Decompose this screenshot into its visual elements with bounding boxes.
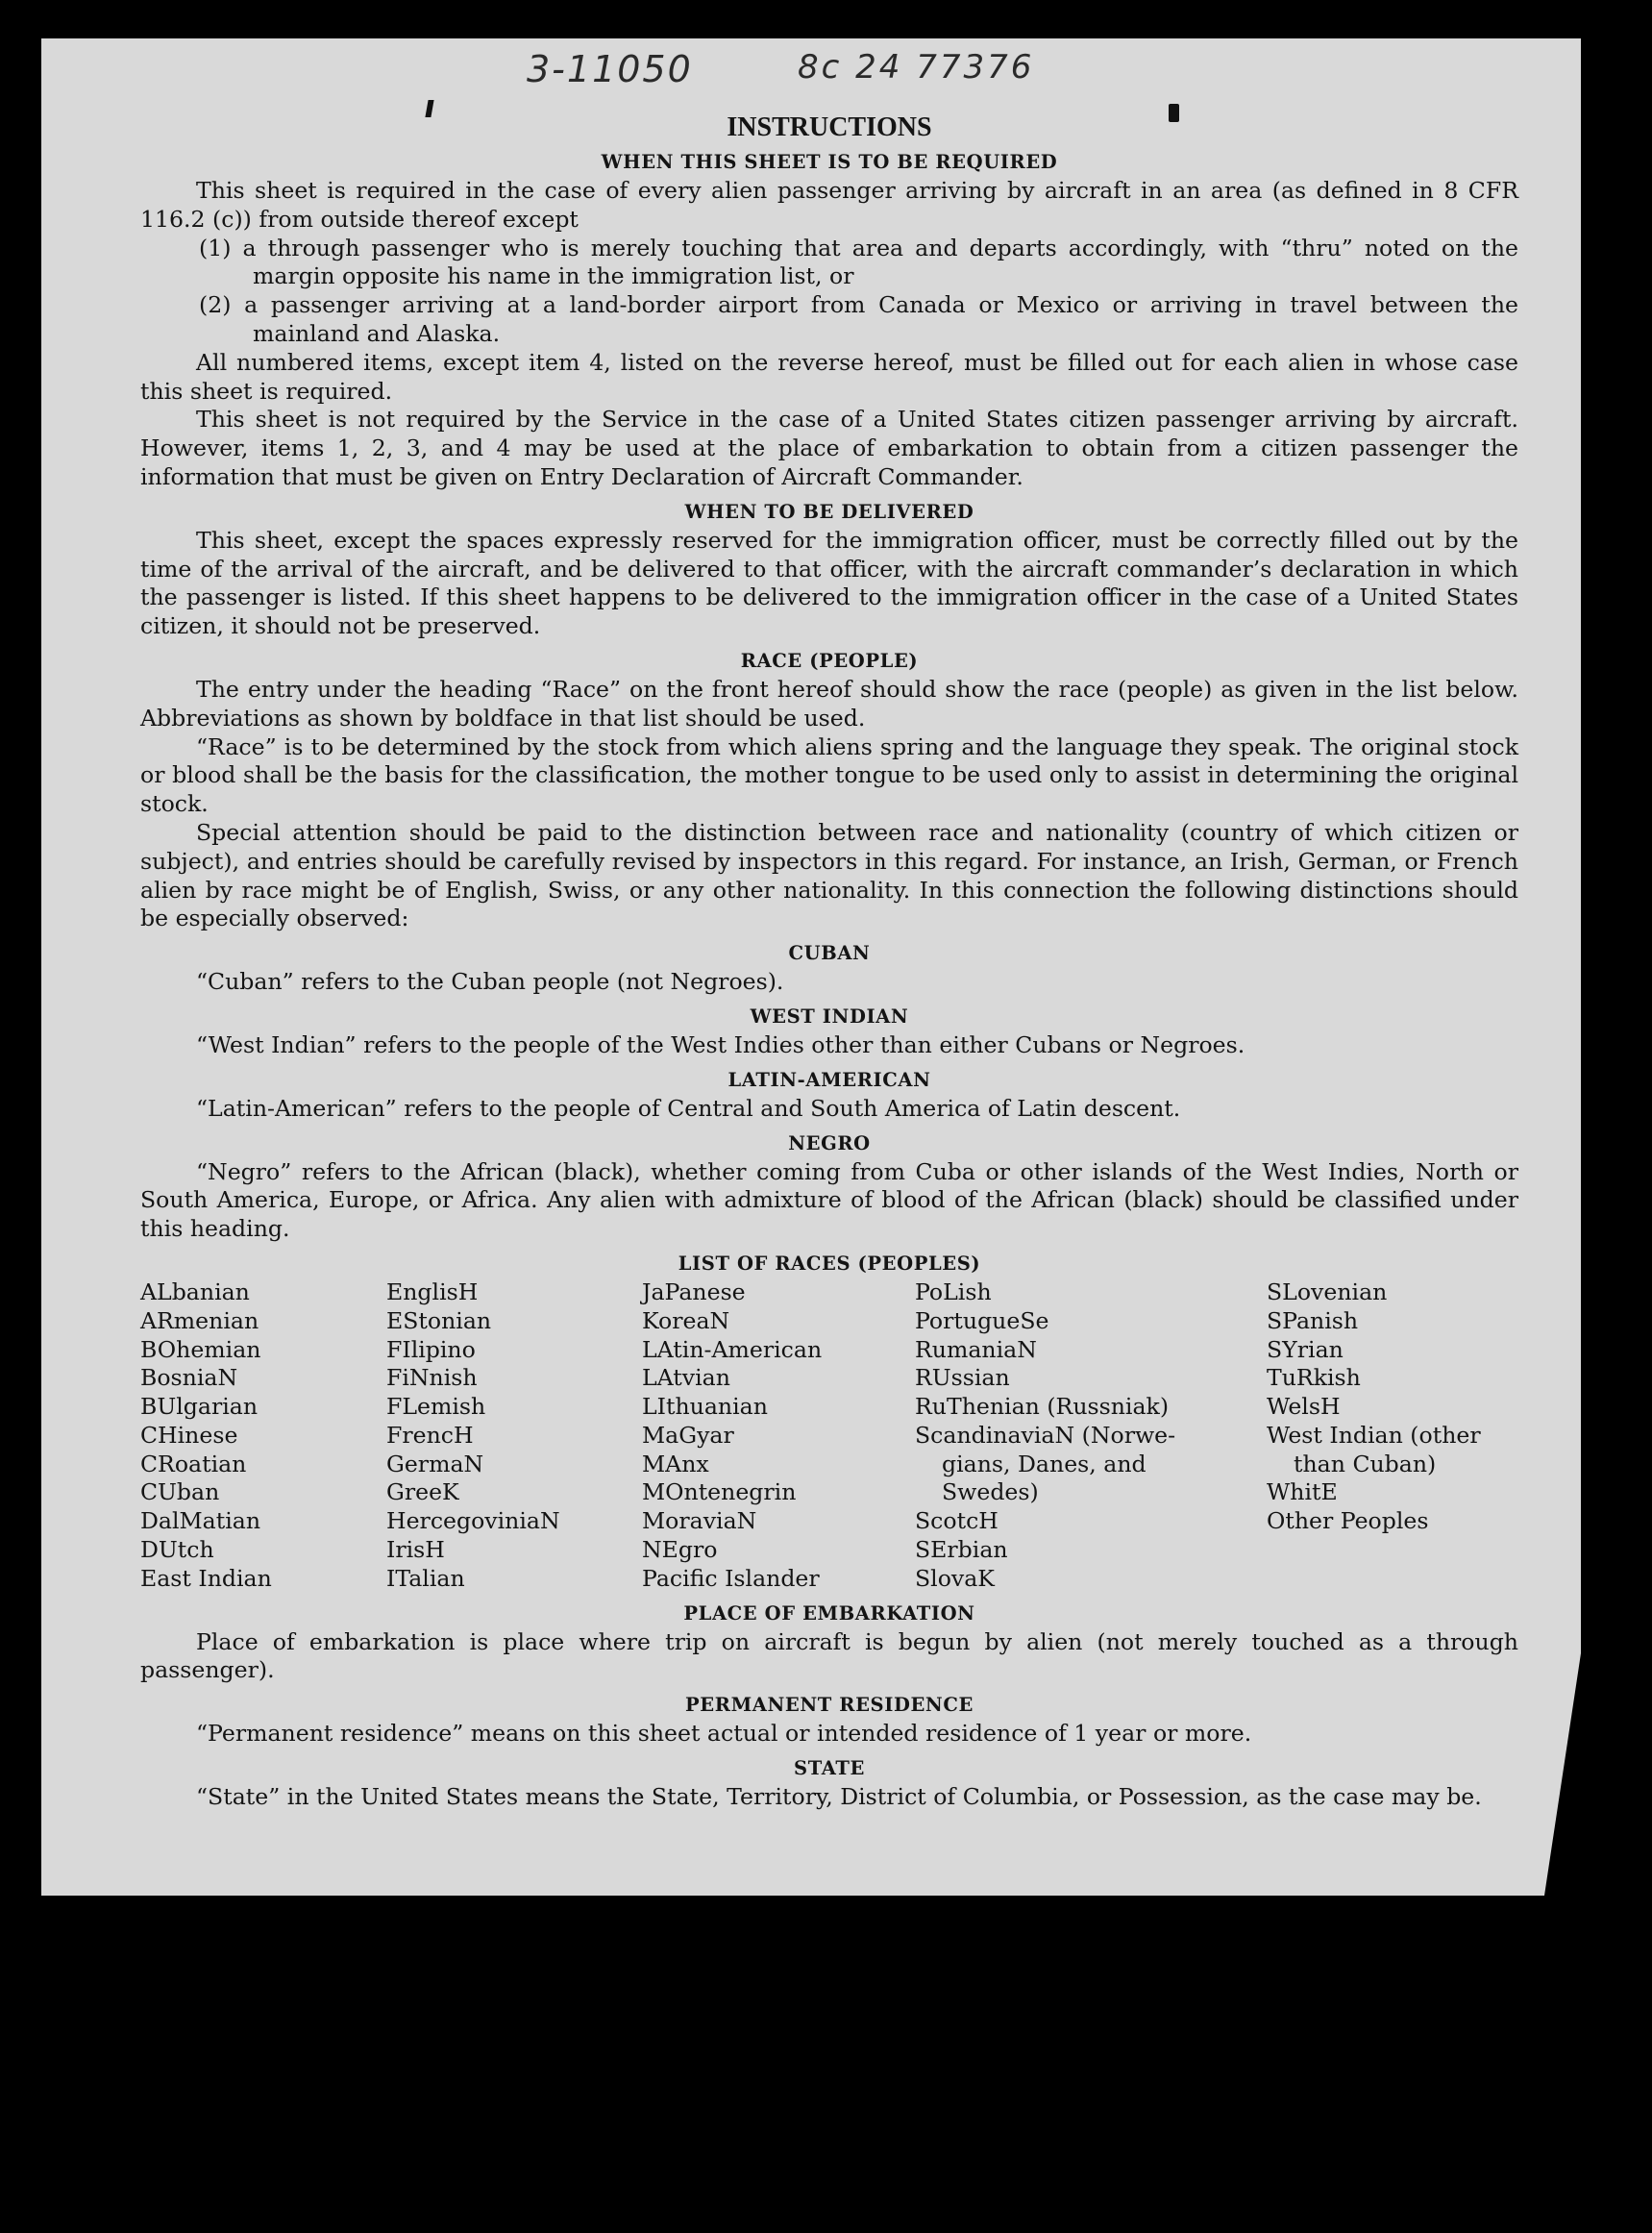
races-column-4 (915, 1278, 1267, 1594)
race-entry: NEgro (642, 1536, 718, 1564)
race-entry: SlovaK (915, 1564, 995, 1592)
race-entry: than Cuban) (1294, 1450, 1437, 1477)
heading-when-delivered: WHEN TO BE DELIVERED (684, 500, 974, 523)
embarkation-paragraph: Place of embarkation is place where trip on aircraft is begun by alien (not merely touched as a through passenger). (140, 1627, 1518, 1684)
race-entry: LIthuanian (642, 1393, 768, 1421)
race-entry: JaPanese (642, 1278, 746, 1305)
race-entry: DUtch (140, 1536, 214, 1564)
when-required-paragraph-2: All numbered items, except item 4, listed on the reverse hereof, must be filled out for each alien in whose case this sheet is required. (140, 348, 1518, 405)
race-entry: MAnx (642, 1450, 709, 1477)
latin-american-paragraph: “Latin-American” refers to the people of Central and South America of Latin descent. (196, 1094, 1181, 1122)
race-entry: FLemish (386, 1393, 486, 1421)
race-entry: GreeK (386, 1478, 459, 1506)
handwritten-file-number: 3-11050 (527, 48, 693, 90)
race-entry: SErbian (915, 1536, 1008, 1564)
race-entry: PoLish (915, 1278, 992, 1305)
race-entry: gians, Danes, and (942, 1450, 1147, 1477)
race-entry: Pacific Islander (642, 1564, 820, 1592)
when-required-intro: This sheet is required in the case of every alien passenger arriving by aircraft in an area (as defined in 8 CFR 116.2 (c)) from outside thereof except (140, 177, 1518, 233)
race-entry: RUssian (915, 1364, 1010, 1392)
races-column-5 (1267, 1278, 1518, 1594)
races-list (140, 1278, 1518, 1594)
race-entry: RumaniaN (915, 1335, 1037, 1363)
race-entry: CUban (140, 1478, 220, 1506)
race-entry: ScotcH (915, 1507, 999, 1535)
heading-race: RACE (PEOPLE) (740, 649, 919, 672)
exception-item-1: (1) a through passenger who is merely touching that area and departs accordingly, with “thru” noted on the margin opposite his name in the immigration list, or (199, 234, 1518, 290)
when-required-paragraph-3: This sheet is not required by the Service in the case of a United States citizen passenger arriving by aircraft. However, items 1, 2, 3, and 4 may be used at the place of embarkation to obtain from a citizen passenger the information that must be given on Entry Declaration of Aircraft Commander. (140, 406, 1518, 490)
race-entry: FrencH (386, 1421, 474, 1449)
races-column-1 (140, 1278, 386, 1594)
race-entry: RuThenian (Russniak) (915, 1393, 1170, 1421)
race-entry: PortugueSe (915, 1306, 1049, 1334)
race-paragraph-1: The entry under the heading “Race” on the front hereof should show the race (people) as given in the list below. Abbreviations as shown by boldface in that list should be used. (140, 675, 1518, 732)
heading-state: STATE (794, 1757, 865, 1780)
race-entry: CRoatian (140, 1450, 247, 1477)
race-entry: HercegoviniaN (386, 1507, 560, 1535)
race-entry: ScandinaviaN (Norwe- (915, 1421, 1176, 1449)
race-entry: SYrian (1267, 1335, 1344, 1363)
race-entry: ITalian (386, 1564, 465, 1592)
race-entry: Swedes) (942, 1478, 1039, 1506)
race-entry: SLovenian (1267, 1278, 1388, 1305)
races-column-2 (386, 1278, 642, 1594)
negro-paragraph: “Negro” refers to the African (black), whether coming from Cuba or other islands of the West Indies, North or South America, Europe, or Africa. Any alien with admixture of blood of the African (black) should be classified under this heading. (140, 1157, 1518, 1243)
race-entry: BosniaN (140, 1364, 238, 1392)
race-entry: CHinese (140, 1421, 238, 1449)
race-entry: TuRkish (1267, 1364, 1361, 1392)
race-entry: WhitE (1267, 1478, 1338, 1506)
heading-west-indian: WEST INDIAN (750, 1005, 909, 1028)
race-entry: West Indian (other (1267, 1421, 1481, 1449)
race-entry: ALbanian (140, 1278, 250, 1305)
race-entry: LAtin-American (642, 1335, 823, 1363)
race-entry: IrisH (386, 1536, 445, 1564)
heading-permanent-residence: PERMANENT RESIDENCE (685, 1694, 974, 1717)
races-column-3 (642, 1278, 915, 1594)
when-delivered-paragraph: This sheet, except the spaces expressly reserved for the immigration officer, must be correctly filled out by the time of the arrival of the aircraft, and be delivered to that officer, with the aircraft commander’s declaration in which the passenger is listed. If this sheet happens to be delivered to the immigration officer in the case of a United States citizen, it should not be preserved. (140, 526, 1518, 640)
heading-latin-american: LATIN-AMERICAN (727, 1068, 931, 1091)
heading-list-of-races: LIST OF RACES (PEOPLES) (678, 1252, 981, 1275)
heading-embarkation: PLACE OF EMBARKATION (683, 1601, 975, 1625)
race-entry: EStonian (386, 1306, 492, 1334)
exception-item-2: (2) a passenger arriving at a land-border airport from Canada or Mexico or arriving in travel between the mainland and Alaska. (199, 291, 1518, 347)
race-entry: SPanish (1267, 1306, 1359, 1334)
instructions-content (140, 108, 1518, 1812)
page-title: INSTRUCTIONS (727, 112, 932, 142)
race-entry: WelsH (1267, 1393, 1341, 1421)
race-entry: Other Peoples (1267, 1507, 1429, 1535)
race-entry: GermaN (386, 1450, 484, 1477)
race-entry: MoraviaN (642, 1507, 757, 1535)
race-entry: East Indian (140, 1564, 272, 1592)
race-entry: LAtvian (642, 1364, 730, 1392)
race-entry: FiNnish (386, 1364, 478, 1392)
west-indian-paragraph: “West Indian” refers to the people of the West Indies other than either Cubans or Negroes. (196, 1030, 1245, 1058)
state-paragraph: “State” in the United States means the State, Territory, District of Columbia, or Possession, as the case may be. (196, 1783, 1482, 1811)
heading-when-required: WHEN THIS SHEET IS TO BE REQUIRED (601, 151, 1058, 173)
race-entry: FIlipino (386, 1335, 476, 1363)
race-entry: MaGyar (642, 1421, 734, 1449)
handwritten-reference-number: 8c 24 77376 (798, 48, 1035, 87)
race-paragraph-2: “Race” is to be determined by the stock from which aliens spring and the language they speak. The original stock or blood shall be the basis for the classification, the mother tongue to be used only to assist in determining the original stock. (140, 732, 1518, 818)
permanent-residence-paragraph: “Permanent residence” means on this sheet actual or intended residence of 1 year or more. (196, 1720, 1252, 1748)
race-paragraph-3: Special attention should be paid to the distinction between race and nationality (country of which citizen or subject), and entries should be carefully revised by inspectors in this regard. For instance, an Irish, German, or French alien by race might be of English, Swiss, or any other nationality. In this connection the following distinctions should be especially observed: (140, 818, 1518, 932)
heading-cuban: CUBAN (788, 942, 871, 965)
race-entry: KoreaN (642, 1306, 730, 1334)
race-entry: EnglisH (386, 1278, 479, 1305)
race-entry: BUlgarian (140, 1393, 259, 1421)
race-entry: ARmenian (140, 1306, 259, 1334)
race-entry: DalMatian (140, 1507, 261, 1535)
heading-negro: NEGRO (788, 1131, 871, 1154)
race-entry: BOhemian (140, 1335, 261, 1363)
race-entry: MOntenegrin (642, 1478, 797, 1506)
cuban-paragraph: “Cuban” refers to the Cuban people (not Negroes). (196, 968, 784, 996)
